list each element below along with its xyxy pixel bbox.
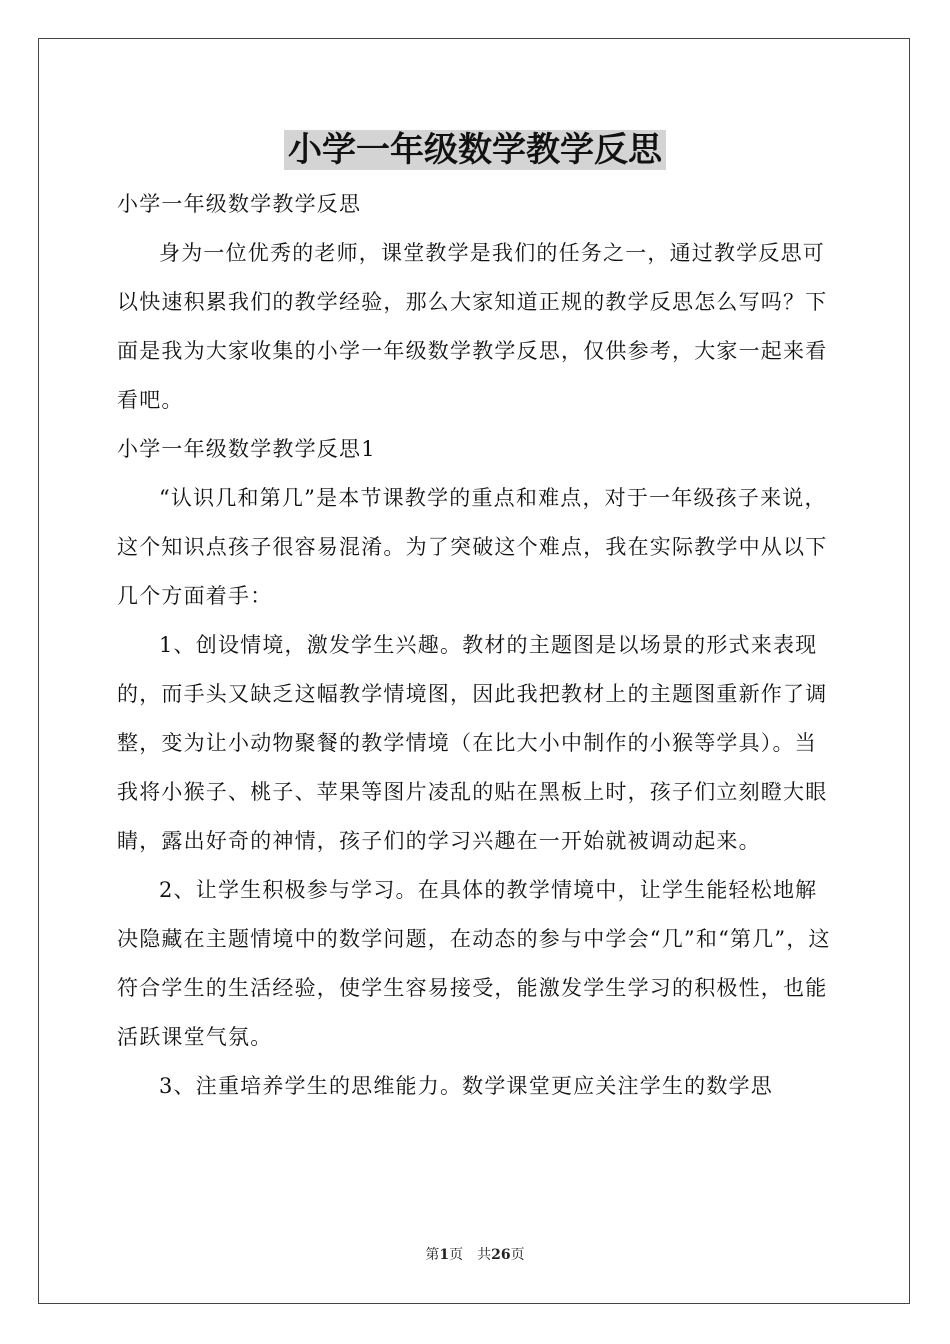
footer-mid: 页 共	[449, 1247, 492, 1263]
paragraph: 1、创设情境，激发学生兴趣。教材的主题图是以场景的形式来表现的，而手头又缺乏这幅教学情境图，因此我把教材上的主题图重新作了调整，变为让小动物聚餐的教学情境（在比大小中制作的小猴等学具）。当我将小猴子、桃子、苹果等图片凌乱的贴在黑板上时，孩子们立刻瞪大眼睛，露出好奇的神情，孩子们的学习兴趣在一开始就被调动起来。	[117, 633, 828, 853]
section-heading: 小学一年级数学教学反思1	[117, 437, 376, 461]
document-body	[117, 180, 837, 1111]
paragraph: “认识几和第几”是本节课教学的重点和难点，对于一年级孩子来说，这个知识点孩子很容易混淆。为了突破这个难点，我在实际教学中从以下几个方面着手：	[117, 486, 828, 608]
document-subtitle: 小学一年级数学教学反思	[117, 192, 362, 216]
footer-prefix: 第	[425, 1247, 440, 1263]
document-title-text: 小学一年级数学教学反思	[284, 130, 666, 170]
footer-page-number: 1	[439, 1247, 450, 1263]
intro-paragraph: 身为一位优秀的老师，课堂教学是我们的任务之一，通过教学反思可以快速积累我们的教学经验，那么大家知道正规的教学反思怎么写吗？下面是我为大家收集的小学一年级数学教学反思，仅供参考，大家一起来看看吧。	[117, 241, 828, 412]
document-title	[0, 128, 950, 172]
page-footer	[0, 1244, 950, 1264]
footer-total-pages: 26	[491, 1247, 511, 1263]
footer-suffix: 页	[510, 1247, 525, 1263]
paragraph: 2、让学生积极参与学习。在具体的教学情境中，让学生能轻松地解决隐藏在主题情境中的数学问题，在动态的参与中学会“几”和“第几”，这符合学生的生活经验，使学生容易接受，能激发学生学习的积极性，也能活跃课堂气氛。	[117, 878, 831, 1049]
paragraph: 3、注重培养学生的思维能力。数学课堂更应关注学生的数学思	[159, 1074, 773, 1098]
